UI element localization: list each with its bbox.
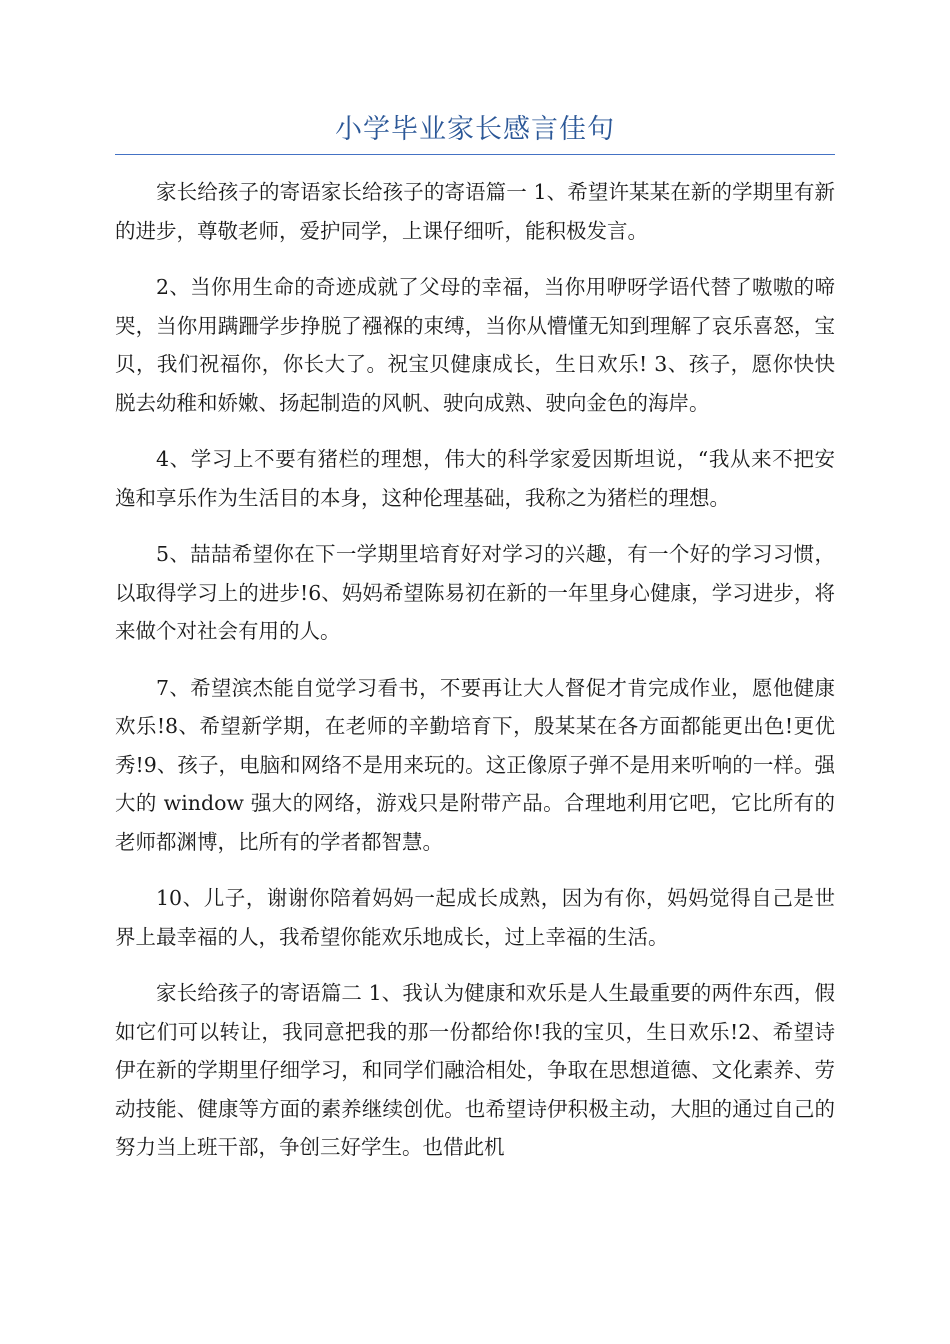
title-underline <box>115 154 835 155</box>
paragraph-6: 10、儿子，谢谢你陪着妈妈一起成长成熟，因为有你，妈妈觉得自己是世界上最幸福的人，我希望你能欢乐地成长，过上幸福的生活。 <box>115 886 835 949</box>
paragraph-1: 家长给孩子的寄语家长给孩子的寄语篇一 1、希望许某某在新的学期里有新的进步，尊敬老师，爱护同学，上课仔细听，能积极发言。 <box>115 180 835 243</box>
paragraph-4: 5、喆喆希望你在下一学期里培育好对学习的兴趣，有一个好的学习习惯，以取得学习上的进步!6、妈妈希望陈易初在新的一年里身心健康，学习进步，将来做个对社会有用的人。 <box>115 542 835 643</box>
document-body <box>115 173 835 1185</box>
paragraph-7: 家长给孩子的寄语篇二 1、我认为健康和欢乐是人生最重要的两件东西，假如它们可以转让，我同意把我的那一份都给你!我的宝贝，生日欢乐!2、希望诗伊在新的学期里仔细学习，和同学们融洽相处，争取在思想道德、文化素养、劳动技能、健康等方面的素养继续创优。也希望诗伊积极主动，大胆的通过自己的努力当上班干部，争创三好学生。也借此机 <box>115 981 835 1159</box>
paragraph-5: 7、希望滨杰能自觉学习看书，不要再让大人督促才肯完成作业，愿他健康欢乐!8、希望新学期，在老师的辛勤培育下，殷某某在各方面都能更出色!更优秀!9、孩子，电脑和网络不是用来玩的。这正像原子弹不是用来听响的一样。强大的 window 强大的网络，游戏只是附带产品。合理地利用它吧，它比所有的老师都渊博，比所有的学者都智慧。 <box>115 675 835 854</box>
document-title: 小学毕业家长感言佳句 <box>335 114 615 145</box>
paragraph-3: 4、学习上不要有猪栏的理想，伟大的科学家爱因斯坦说，“我从来不把安逸和享乐作为生活目的本身，这种伦理基础，我称之为猪栏的理想。 <box>115 447 835 510</box>
paragraph-2: 2、当你用生命的奇迹成就了父母的幸福，当你用咿呀学语代替了嗷嗷的啼哭，当你用蹒跚学步挣脱了襁褓的束缚，当你从懵懂无知到理解了哀乐喜怒，宝贝，我们祝福你，你长大了。祝宝贝健康成长，生日欢乐! 3、孩子，愿你快快脱去幼稚和娇嫩、扬起制造的风帆、驶向成熟、驶向金色的海岸。 <box>115 275 835 415</box>
